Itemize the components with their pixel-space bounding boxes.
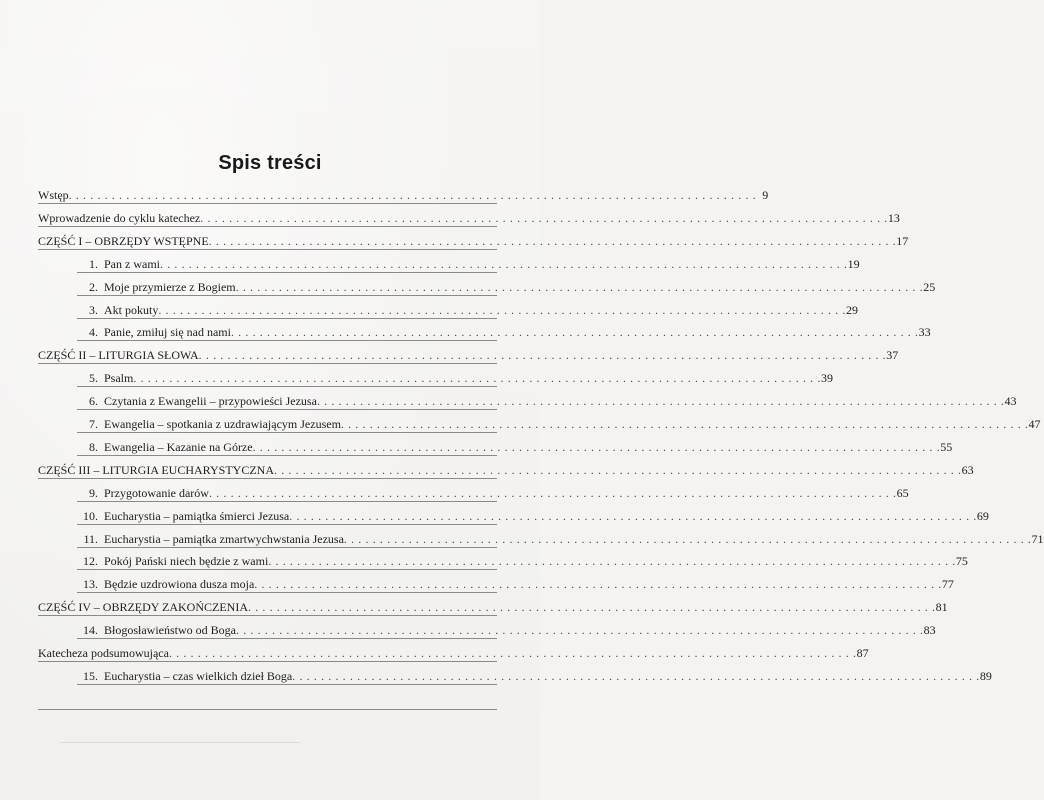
toc-entry-number: 8. — [89, 439, 98, 454]
toc-entry — [38, 462, 974, 479]
faint-bleed-through-line — [60, 742, 300, 743]
toc-entry-label: Błogosławieństwo od Boga — [104, 623, 236, 638]
toc-entry-label: Pokój Pański niech będzie z wami — [104, 554, 269, 569]
toc-entry-number: 4. — [89, 325, 98, 340]
toc-entry — [77, 302, 858, 319]
toc-entry — [77, 485, 909, 502]
toc-entry-page-number: 13 — [887, 210, 900, 225]
toc-dot-leader: . . . . . . . . . . . . . . . . . . . . . . . . . . . . . . . . . . . . . . . . . . . . . . . . . . . . . . . . . . . . . . . . . . . . . . . . . . . . . . . . . . . . . . . . . . . . . . . . — [158, 302, 846, 317]
toc-dot-leader: . . . . . . . . . . . . . . . . . . . . . . . . . . . . . . . . . . . . . . . . . . . . . . . . . . . . . . . . . . . . . . . . . . . . . . . . . . . . . . . . . . . . . . . . . . . . . . . . — [268, 554, 956, 569]
toc-dot-leader: . . . . . . . . . . . . . . . . . . . . . . . . . . . . . . . . . . . . . . . . . . . . . . . . . . . . . . . . . . . . . . . . . . . . . . . . . . . . . . . . . . . . . . . . . . . . . . . . — [160, 256, 848, 271]
toc-entry-number: 5. — [89, 371, 98, 386]
toc-entry-page-number: 81 — [935, 600, 948, 615]
toc-entry-page-number: 77 — [941, 577, 954, 592]
toc-entry — [77, 393, 1017, 410]
toc-entry-page-number: 19 — [847, 256, 860, 271]
toc-entry — [77, 370, 833, 387]
toc-dot-leader: . . . . . . . . . . . . . . . . . . . . . . . . . . . . . . . . . . . . . . . . . . . . . . . . . . . . . . . . . . . . . . . . . . . . . . . . . . . . . . . . . . . . . . . . . . . . . . . . — [292, 668, 980, 683]
toc-entry-label: Będzie uzdrowiona dusza moja — [104, 577, 255, 592]
toc-entry — [77, 439, 953, 456]
toc-entry-page-number: 37 — [886, 348, 899, 363]
toc-entry-page-number: 25 — [923, 279, 936, 294]
toc-entry — [77, 622, 936, 639]
toc-entry-number: 9. — [89, 485, 98, 500]
toc-dot-leader: . . . . . . . . . . . . . . . . . . . . . . . . . . . . . . . . . . . . . . . . . . . . . . . . . . . . . . . . . . . . . . . . . . . . . . . . . . . . . . . . . . . . . . . . . . . . . . . . — [236, 623, 924, 638]
toc-dot-leader: . . . . . . . . . . . . . . . . . . . . . . . . . . . . . . . . . . . . . . . . . . . . . . . . . . . . . . . . . . . . . . . . . . . . . . . . . . . . . . . . . . . . . . . . . . . . . . . . — [340, 417, 1029, 431]
toc-entry-page-number: 89 — [979, 668, 992, 683]
toc-entry-page-number: 75 — [955, 554, 968, 569]
toc-entry-label: Pan z wami — [104, 256, 160, 271]
toc-dot-leader: . . . . . . . . . . . . . . . . . . . . . . . . . . . . . . . . . . . . . . . . . . . . . . . . . . . . . . . . . . . . . . . . . . . . . . . . . . . . . . . . . . . . . . . . . . . . . . . . — [208, 485, 897, 500]
toc-entry-page-number: 33 — [918, 325, 931, 340]
toc-entry — [77, 324, 931, 341]
toc-entry — [38, 233, 909, 250]
toc-dot-leader: . . . . . . . . . . . . . . . . . . . . . . . . . . . . . . . . . . . . . . . . . . . . . . . . . . . . . . . . . . . . . . . . . . . . . . . . . . . . . . . . . . . . . . . . . . . . . . . . — [254, 577, 942, 592]
toc-dot-leader: . . . . . . . . . . . . . . . . . . . . . . . . . . . . . . . . . . . . . . . . . . . . . . . . . . . . . . . . . . . . . . . . . . . . . . . . . . . . . . . . . . . . . . . . . . . . . . . . — [230, 325, 919, 340]
toc-dot-leader: . . . . . . . . . . . . . . . . . . . . . . . . . . . . . . . . . . . . . . . . . . . . . . . . . . . . . . . . . . . . . . . . . . . . . . . . . . . . . . . . . . . . . . . . . . . . . . . . — [168, 646, 857, 660]
toc-entry-label: CZĘŚĆ III – LITURGIA EUCHARYSTYCZNA — [38, 462, 274, 477]
toc-dot-leader: . . . . . . . . . . . . . . . . . . . . . . . . . . . . . . . . . . . . . . . . . . . . . . . . . . . . . . . . . . . . . . . . . . . . . . . . . . . . . . . . . . . . . . . . . . . . . . . . — [343, 531, 1032, 546]
toc-dot-leader: . . . . . . . . . . . . . . . . . . . . . . . . . . . . . . . . . . . . . . . . . . . . . . . . . . . . . . . . . . . . . . . . . . . . . . . . . . . . . . . . . . . . . . . . . . . . . . . . — [133, 371, 821, 386]
toc-entry-page-number: 71 — [1031, 531, 1044, 546]
toc-entry-label: Panie, zmiłuj się nad nami — [104, 325, 231, 340]
toc-entry-page-number: 47 — [1028, 417, 1041, 431]
toc-entry-number: 14. — [83, 623, 98, 638]
toc-entry-label: Eucharystia – pamiątka śmierci Jezusa — [104, 508, 290, 523]
toc-entry-number: 13. — [83, 577, 98, 592]
toc-entry — [77, 553, 968, 570]
toc-entry-page-number: 65 — [896, 485, 909, 500]
toc-entry-page-number: 63 — [961, 462, 974, 477]
toc-entry-label: Eucharystia – pamiątka zmartwychwstania Jezusa — [104, 531, 344, 546]
toc-entry-number: 7. — [89, 417, 98, 431]
toc-entry — [77, 668, 992, 685]
toc-entry-number: 15. — [83, 668, 98, 683]
toc-dot-leader: . . . . . . . . . . . . . . . . . . . . . . . . . . . . . . . . . . . . . . . . . . . . . . . . . . . . . . . . . . . . . . . . . . . . . . . . . . . . . . . . . . . . . . . . . . . . . . . . — [274, 462, 962, 477]
toc-entry-label: Katecheza podsumowująca — [38, 646, 169, 660]
toc-entry-page-number: 9 — [762, 188, 769, 202]
toc-entry — [38, 187, 769, 204]
toc-entry-label: CZĘŚĆ IV – OBRZĘDY ZAKOŃCZENIA — [38, 600, 248, 615]
toc-entry — [77, 531, 1044, 548]
toc-entry-number: 12. — [83, 554, 98, 569]
toc-entry-label: Czytania z Ewangelii – przypowieści Jezusa — [104, 394, 317, 409]
toc-entry — [77, 279, 936, 296]
toc-dot-leader: . . . . . . . . . . . . . . . . . . . . . . . . . . . . . . . . . . . . . . . . . . . . . . . . . . . . . . . . . . . . . . . . . . . . . . . . . . . . . . . . . . . . . . . . . . . . . . . . — [252, 439, 941, 454]
toc-dot-leader: . . . . . . . . . . . . . . . . . . . . . . . . . . . . . . . . . . . . . . . . . . . . . . . . . . . . . . . . . . . . . . . . . . . . . . . . . . . . . . . . . . . . . . . . . . . . . . . . — [198, 348, 887, 363]
toc-entry-label: CZĘŚĆ I – OBRZĘDY WSTĘPNE — [38, 233, 209, 248]
toc-entry — [77, 416, 1041, 433]
toc-entry-label: Wstęp — [38, 188, 69, 202]
toc-entry-number: 3. — [89, 302, 98, 317]
toc-entry-label: CZĘŚĆ II – LITURGIA SŁOWA — [38, 348, 199, 363]
toc-entry-label: Ewangelia – spotkania z uzdrawiającym Jezusem — [104, 417, 341, 431]
toc-entry-number: 10. — [83, 508, 98, 523]
toc-entry — [38, 210, 900, 227]
toc-entry-label: Akt pokuty — [104, 302, 159, 317]
toc-entry — [38, 645, 869, 662]
toc-entry-page-number: 87 — [856, 646, 869, 660]
toc-entry-number: 11. — [83, 531, 98, 546]
toc-dot-leader: . . . . . . . . . . . . . . . . . . . . . . . . . . . . . . . . . . . . . . . . . . . . . . . . . . . . . . . . . . . . . . . . . . . . . . . . . . . . . . . . . . . . . . . . . . . . . . . . — [200, 210, 888, 225]
toc-dot-leader: . . . . . . . . . . . . . . . . . . . . . . . . . . . . . . . . . . . . . . . . . . . . . . . . . . . . . . . . . . . . . . . . . . . . . . . . . . . . . . . . . . . . . . . . . . . . . . . . — [316, 394, 1005, 409]
toc-entry — [77, 576, 954, 593]
toc-entry-label: Eucharystia – czas wielkich dzieł Boga — [104, 668, 293, 683]
toc-dot-leader: . . . . . . . . . . . . . . . . . . . . . . . . . . . . . . . . . . . . . . . . . . . . . . . . . . . . . . . . . . . . . . . . . . . . . . . . . . . . . . . . . . . . . . . . . . . . . . . . — [248, 600, 936, 615]
toc-entry-page-number: 55 — [940, 439, 953, 454]
toc-entry-number: 2. — [89, 279, 98, 294]
toc-entry-number: 6. — [89, 394, 98, 409]
toc-entry — [38, 599, 948, 616]
toc-entry-label: Przygotowanie darów — [104, 485, 209, 500]
toc-bottom-rule — [38, 709, 497, 710]
toc-entry-label: Moje przymierze z Bogiem — [104, 279, 236, 294]
toc-entry-page-number: 69 — [976, 508, 989, 523]
toc-entry — [38, 347, 899, 364]
toc-entry-page-number: 39 — [820, 371, 833, 386]
page-title: Spis treści — [218, 152, 322, 174]
toc-entry-page-number: 17 — [896, 233, 909, 248]
toc-dot-leader: . . . . . . . . . . . . . . . . . . . . . . . . . . . . . . . . . . . . . . . . . . . . . . . . . . . . . . . . . . . . . . . . . . . . . . . . . . . . . . . . . . . . . . . . . . . . . . . . — [208, 233, 897, 248]
toc-entry — [77, 256, 860, 273]
toc-entry-label: Ewangelia – Kazanie na Górze — [104, 439, 253, 454]
toc-dot-leader: . . . . . . . . . . . . . . . . . . . . . . . . . . . . . . . . . . . . . . . . . . . . . . . . . . . . . . . . . . . . . . . . . . . . . . . . . . . . . . . . . . . . . . . . . . . . . . . . — [289, 508, 977, 523]
toc-entry-page-number: 83 — [923, 623, 936, 638]
toc-entry-page-number: 29 — [845, 302, 858, 317]
toc-entry-label: Psalm — [104, 371, 134, 386]
toc-dot-leader: . . . . . . . . . . . . . . . . . . . . . . . . . . . . . . . . . . . . . . . . . . . . . . . . . . . . . . . . . . . . . . . . . . . . . . . . . . . . . . . . . . . . . . . . . . . . . . . . — [235, 279, 924, 294]
toc-dot-leader: . . . . . . . . . . . . . . . . . . . . . . . . . . . . . . . . . . . . . . . . . . . . . . . . . . . . . . . . . . . . . . . . . . . . . . . . . . . . . . . . . . . . . . . . . . . . . . . . — [68, 188, 757, 202]
toc-entry — [77, 508, 989, 525]
toc-entry-label: Wprowadzenie do cyklu katechez — [38, 210, 201, 225]
toc-entry-page-number: 43 — [1004, 394, 1017, 409]
toc-entry-number: 1. — [89, 256, 98, 271]
